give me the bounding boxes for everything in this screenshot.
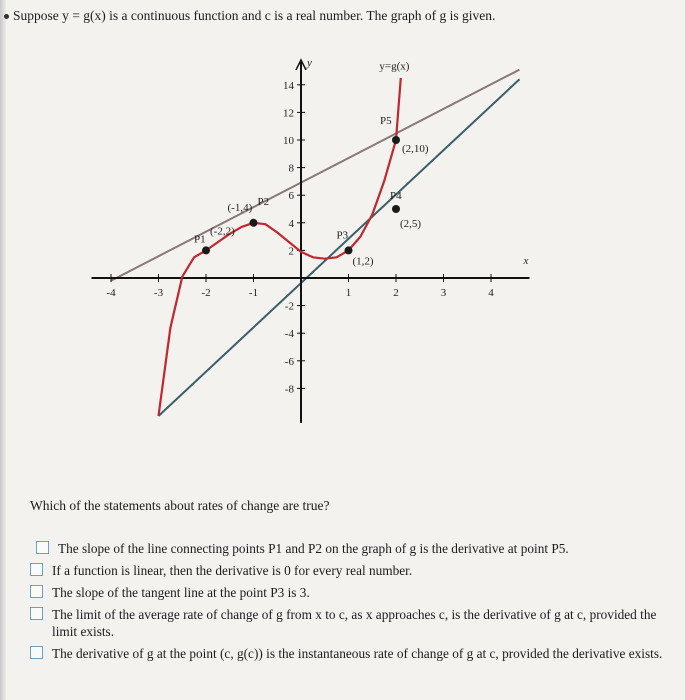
choice-label: The limit of the average rate of change of g from x to c, as x approaches c, is the derivative of g at c, provided the limit exists.: [52, 607, 657, 639]
y-tick-label: -2: [284, 300, 294, 313]
y-tick-label: 10: [283, 135, 294, 147]
x-tick-label: -1: [248, 287, 259, 299]
question-text: Suppose y = g(x) is a continuous function and c is a real number. The graph of g is given.: [13, 8, 496, 23]
choice-label: The slope of the tangent line at the point P3 is 3.: [52, 585, 310, 600]
curve-label: y=g(x): [379, 60, 410, 73]
y-tick-label: 2: [288, 245, 294, 258]
choice-list: [30, 540, 678, 667]
point-marker: [345, 246, 353, 254]
y-tick-label: 12: [283, 107, 294, 120]
y-tick-label: -8: [284, 383, 294, 396]
point-label: P5: [380, 115, 392, 127]
x-tick-label: 4: [488, 287, 494, 299]
checkbox[interactable]: [36, 541, 49, 554]
x-axis-label: x: [523, 255, 529, 267]
checkbox[interactable]: [30, 607, 43, 620]
y-tick-label: -6: [284, 355, 294, 368]
secant-line: [111, 70, 520, 281]
point-coordinate-label: (2,5): [400, 218, 422, 230]
x-tick-label: -4: [106, 287, 116, 299]
point-coordinate-label: (2,10): [402, 143, 429, 155]
point-coordinate-label: (1,2): [352, 255, 374, 268]
point-label: P2: [257, 195, 270, 208]
x-tick-label: -3: [153, 287, 164, 299]
y-tick-label: 14: [283, 79, 294, 92]
checkbox[interactable]: [30, 585, 43, 598]
point-marker: [392, 136, 400, 144]
choice-item[interactable]: [30, 606, 678, 640]
point-coordinate-label: (-1,4): [227, 201, 253, 214]
prompt-text: Which of the statements about rates of change are true?: [30, 498, 330, 513]
point-label: P1: [194, 233, 206, 246]
curve-g: [159, 78, 401, 416]
y-tick-label: 8: [288, 162, 294, 175]
point-marker: [250, 219, 258, 227]
point-label: P4: [390, 190, 402, 202]
checkbox[interactable]: [30, 646, 43, 659]
choice-item[interactable]: [30, 584, 678, 601]
y-tick-label: -4: [284, 328, 294, 341]
point-label: P3: [336, 229, 349, 242]
choice-item[interactable]: [30, 562, 678, 579]
x-tick-label: -2: [201, 287, 211, 299]
choice-label: The derivative of g at the point (c, g(c)) is the instantaneous rate of change of g at c, provided the derivative exists.: [52, 646, 663, 661]
y-tick-label: 6: [288, 190, 294, 203]
tangent-line: [159, 79, 520, 416]
point-marker: [202, 246, 210, 254]
y-tick-label: 4: [288, 217, 294, 230]
choice-item[interactable]: [30, 645, 678, 662]
checkbox[interactable]: [30, 563, 43, 576]
choice-item[interactable]: [36, 540, 684, 557]
y-axis-label: y: [307, 56, 312, 69]
x-tick-label: 3: [440, 287, 447, 299]
x-tick-label: 2: [393, 287, 399, 299]
x-tick-label: 1: [345, 287, 352, 299]
point-marker: [392, 205, 400, 213]
choice-label: The slope of the line connecting points P1 and P2 on the graph of g is the derivative at point P5.: [58, 541, 569, 556]
choice-label: If a function is linear, then the derivative is 0 for every real number.: [52, 563, 413, 578]
point-coordinate-label: (-2,2): [210, 225, 235, 238]
